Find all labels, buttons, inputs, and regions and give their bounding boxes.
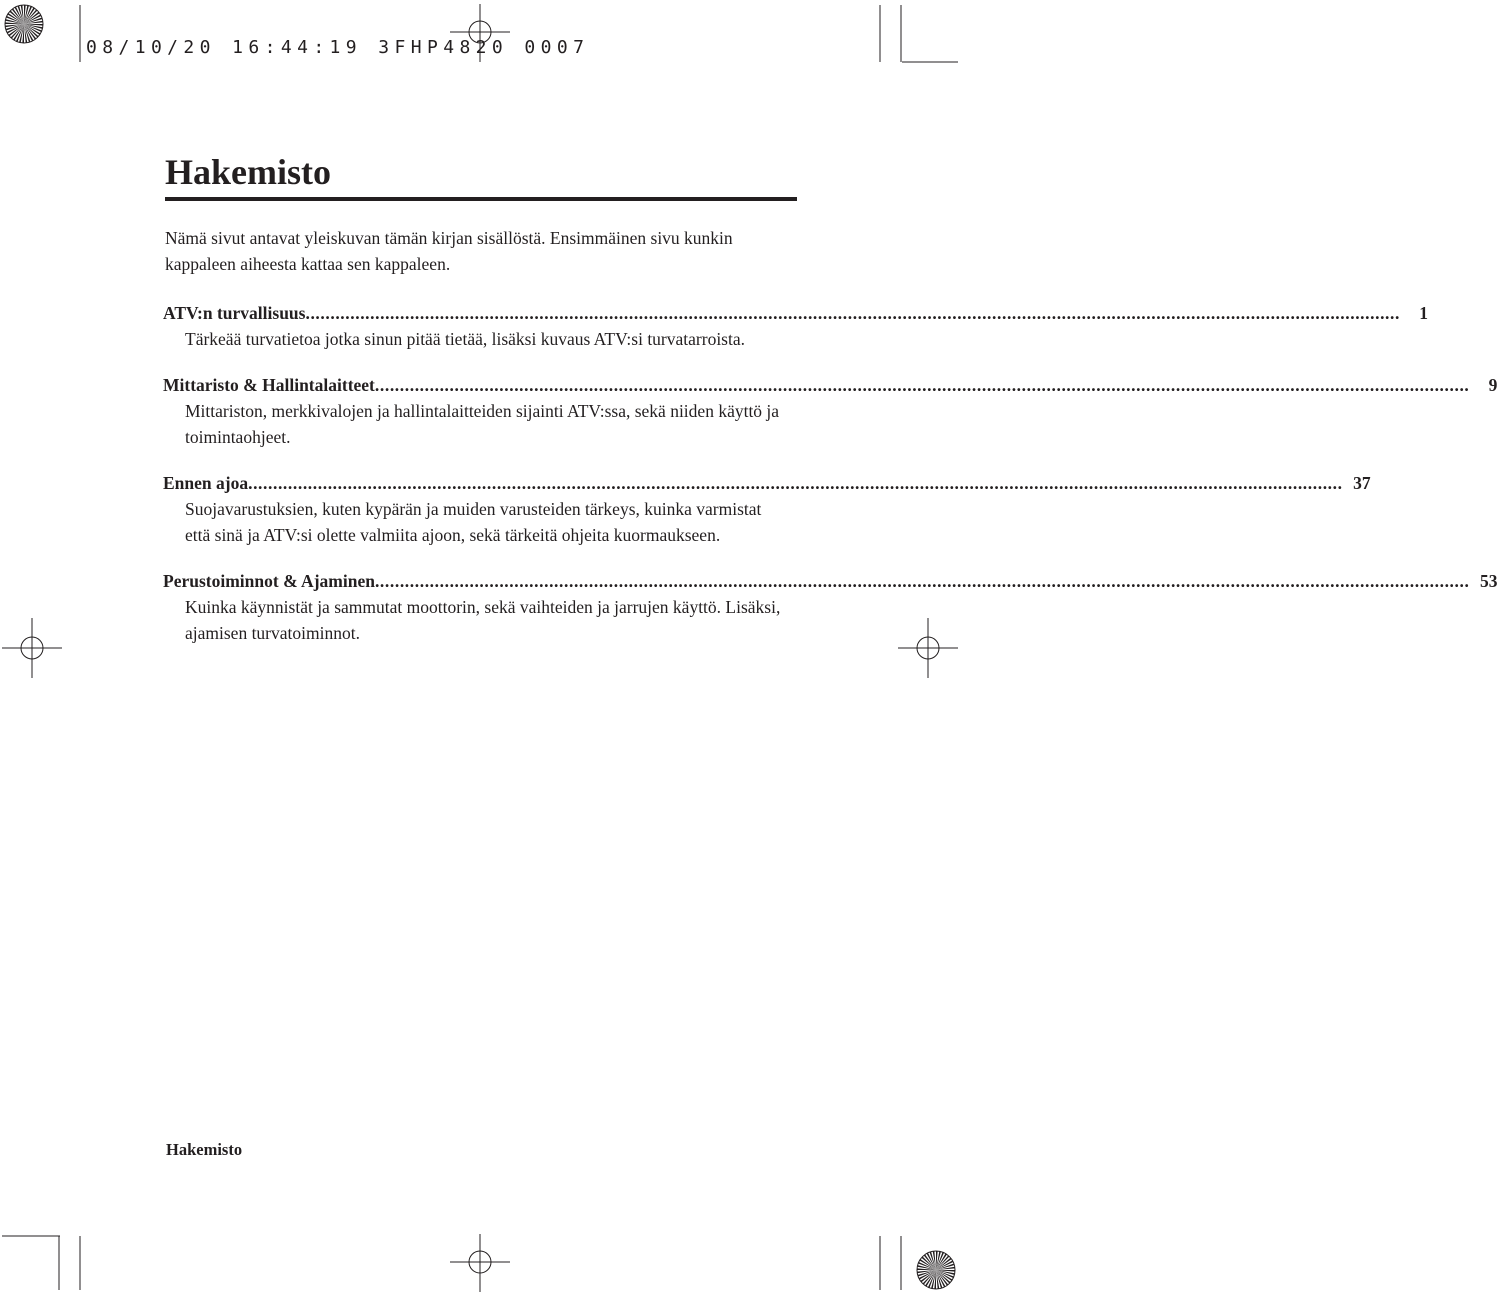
toc-entry-page: 37 <box>1353 473 1371 493</box>
toc-leader-dots: ............................................................................................................................................................................................................................ <box>374 375 1470 395</box>
toc-leader-dots: ............................................................................................................................................................................................................................ <box>248 473 1343 493</box>
toc-entry-title: ATV:n turvallisuus <box>163 303 306 323</box>
toc-entry-heading <box>163 568 1497 594</box>
toc-entry-title: Perustoiminnot & Ajaminen <box>163 571 375 591</box>
toc-entry <box>163 568 1497 646</box>
toc-entry-heading <box>163 372 1497 398</box>
toc-entry-page: 9 <box>1488 375 1497 395</box>
registration-crosshair-left <box>0 616 66 680</box>
toc-entry-page: 53 <box>1479 571 1497 591</box>
toc-entry-description: Tärkeää turvatietoa jotka sinun pitää tietää, lisäksi kuvaus ATV:si turvatarroista. <box>185 329 745 349</box>
intro-paragraph: Nämä sivut antavat yleiskuvan tämän kirjan sisällöstä. Ensimmäinen sivu kunkin kappaleen aiheesta kattaa sen kappaleen. <box>165 228 733 274</box>
toc-entry-page: 1 <box>1419 303 1428 323</box>
toc-entry-description: Kuinka käynnistät ja sammutat moottorin, sekä vaihteiden ja jarrujen käyttö. Lisäksi, ajamisen turvatoiminnot. <box>185 597 781 643</box>
table-of-contents <box>163 300 1497 666</box>
page-title: Hakemisto <box>165 152 331 192</box>
toc-entry-heading <box>163 300 1428 326</box>
crop-mark-bottom-right <box>860 1228 960 1293</box>
toc-entry-title: Mittaristo & Hallintalaitteet <box>163 375 375 395</box>
crop-mark-top-left <box>0 0 100 65</box>
title-rule <box>165 197 797 201</box>
crop-mark-bottom-left <box>0 1228 100 1293</box>
registration-crosshair-bottom <box>446 1234 514 1293</box>
toc-entry <box>163 372 1497 450</box>
registration-crosshair-right <box>894 616 960 680</box>
toc-entry-heading <box>163 470 1371 496</box>
toc-leader-dots: ............................................................................................................................................................................................................................ <box>305 303 1400 323</box>
toc-entry <box>163 470 1371 548</box>
crop-mark-top-right <box>860 0 960 65</box>
print-slug-header: 08/10/20 16:44:19 3FHP4820 0007 <box>86 37 590 58</box>
toc-entry <box>163 300 1428 352</box>
toc-entry-description: Mittariston, merkkivalojen ja hallintalaitteiden sijainti ATV:ssa, sekä niiden käyttö ja toimintaohjeet. <box>185 401 780 447</box>
toc-leader-dots: ............................................................................................................................................................................................................................ <box>374 571 1470 591</box>
footer-section-label: Hakemisto <box>166 1140 243 1159</box>
toc-entry-title: Ennen ajoa <box>163 473 249 493</box>
toc-entry-description: Suojavarustuksien, kuten kypärän ja muiden varusteiden tärkeys, kuinka varmistat että sinä ja ATV:si olette valmiita ajoon, sekä tärkeitä ohjeita kuormaukseen. <box>185 499 762 545</box>
